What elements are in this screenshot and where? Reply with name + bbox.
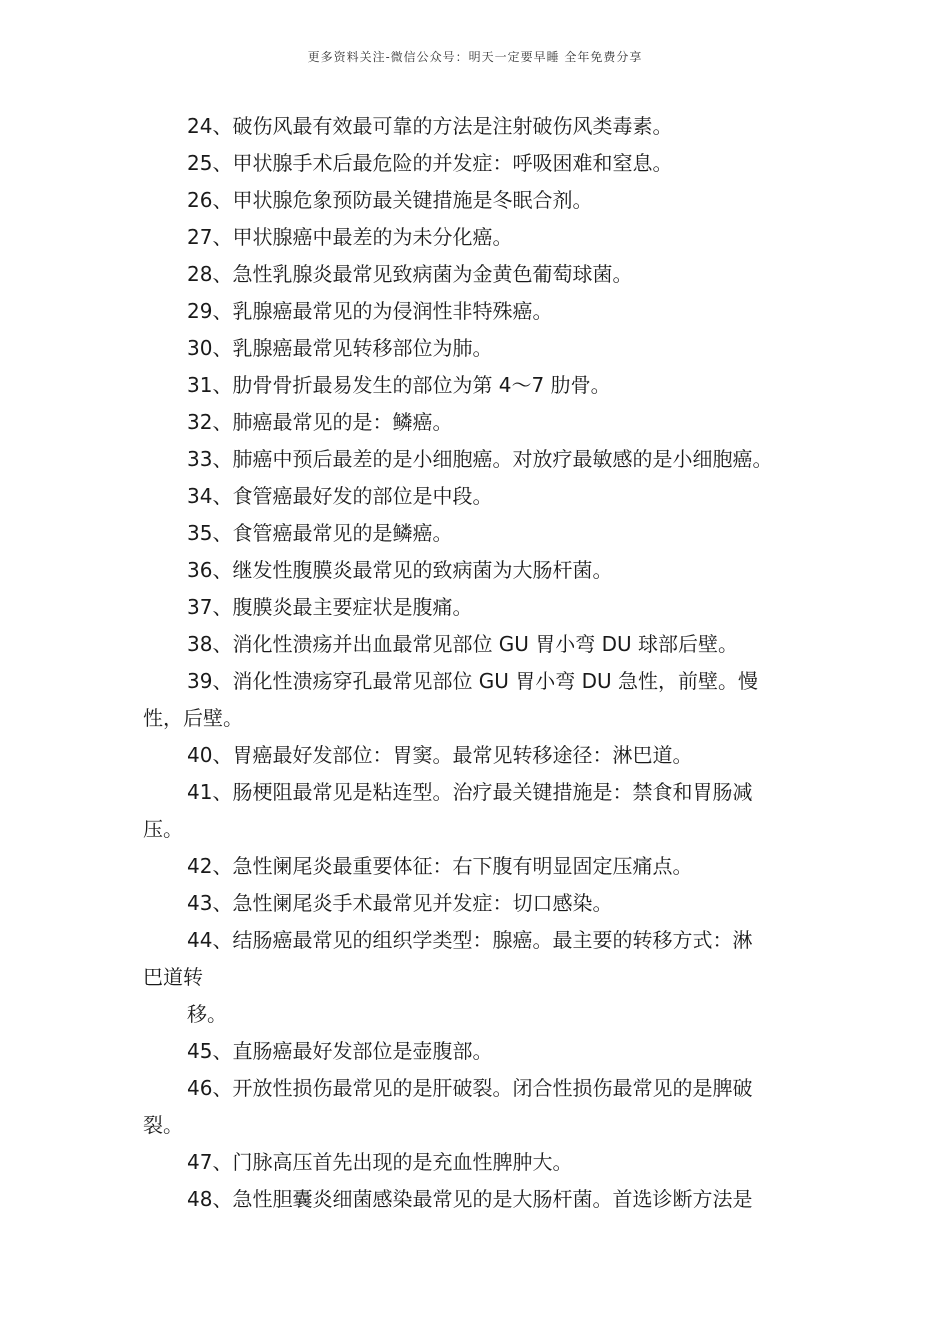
text-line: 45、直肠癌最好发部位是壶腹部。 xyxy=(187,1039,493,1063)
text-line: 34、食管癌最好发的部位是中段。 xyxy=(187,484,493,508)
text-line: 42、急性阑尾炎最重要体征：右下腹有明显固定压痛点。 xyxy=(187,854,693,878)
text-line: 裂。 xyxy=(143,1113,183,1137)
text-line: 39、消化性溃疡穿孔最常见部位 GU 胃小弯 DU 急性，前壁。慢 xyxy=(187,669,759,693)
text-line: 36、继发性腹膜炎最常见的致病菌为大肠杆菌。 xyxy=(187,558,613,582)
text-line: 48、急性胆囊炎细菌感染最常见的是大肠杆菌。首选诊断方法是 xyxy=(187,1187,753,1211)
document-body xyxy=(143,108,815,1218)
text-line: 32、肺癌最常见的是：鳞癌。 xyxy=(187,410,453,434)
text-line: 28、急性乳腺炎最常见致病菌为金黄色葡萄球菌。 xyxy=(187,262,633,286)
text-line: 25、甲状腺手术后最危险的并发症：呼吸困难和窒息。 xyxy=(187,151,673,175)
text-line: 47、门脉高压首先出现的是充血性脾肿大。 xyxy=(187,1150,573,1174)
text-line: 38、消化性溃疡并出血最常见部位 GU 胃小弯 DU 球部后壁。 xyxy=(187,632,739,656)
text-line: 44、结肠癌最常见的组织学类型：腺癌。最主要的转移方式：淋 xyxy=(187,928,753,952)
text-line: 43、急性阑尾炎手术最常见并发症：切口感染。 xyxy=(187,891,613,915)
text-line: 33、肺癌中预后最差的是小细胞癌。对放疗最敏感的是小细胞癌。 xyxy=(187,447,773,471)
text-line: 移。 xyxy=(187,1002,227,1026)
text-line: 30、乳腺癌最常见转移部位为肺。 xyxy=(187,336,493,360)
text-line: 24、破伤风最有效最可靠的方法是注射破伤风类毒素。 xyxy=(187,114,673,138)
text-line: 40、胃癌最好发部位：胃窦。最常见转移途径：淋巴道。 xyxy=(187,743,693,767)
text-line: 31、肋骨骨折最易发生的部位为第 4～7 肋骨。 xyxy=(187,373,611,397)
text-line: 26、甲状腺危象预防最关键措施是冬眠合剂。 xyxy=(187,188,593,212)
text-line: 29、乳腺癌最常见的为侵润性非特殊癌。 xyxy=(187,299,553,323)
text-line: 41、肠梗阻最常见是粘连型。治疗最关键措施是：禁食和胃肠减 xyxy=(187,780,753,804)
text-line: 35、食管癌最常见的是鳞癌。 xyxy=(187,521,453,545)
text-line: 性，后壁。 xyxy=(143,706,243,730)
text-line: 46、开放性损伤最常见的是肝破裂。闭合性损伤最常见的是脾破 xyxy=(187,1076,753,1100)
page-header: 更多资料关注-微信公众号：明天一定要早睡 全年免费分享 xyxy=(307,50,643,64)
text-line: 巴道转 xyxy=(143,965,203,989)
text-line: 37、腹膜炎最主要症状是腹痛。 xyxy=(187,595,473,619)
text-line: 压。 xyxy=(143,817,183,841)
text-line: 27、甲状腺癌中最差的为未分化癌。 xyxy=(187,225,513,249)
